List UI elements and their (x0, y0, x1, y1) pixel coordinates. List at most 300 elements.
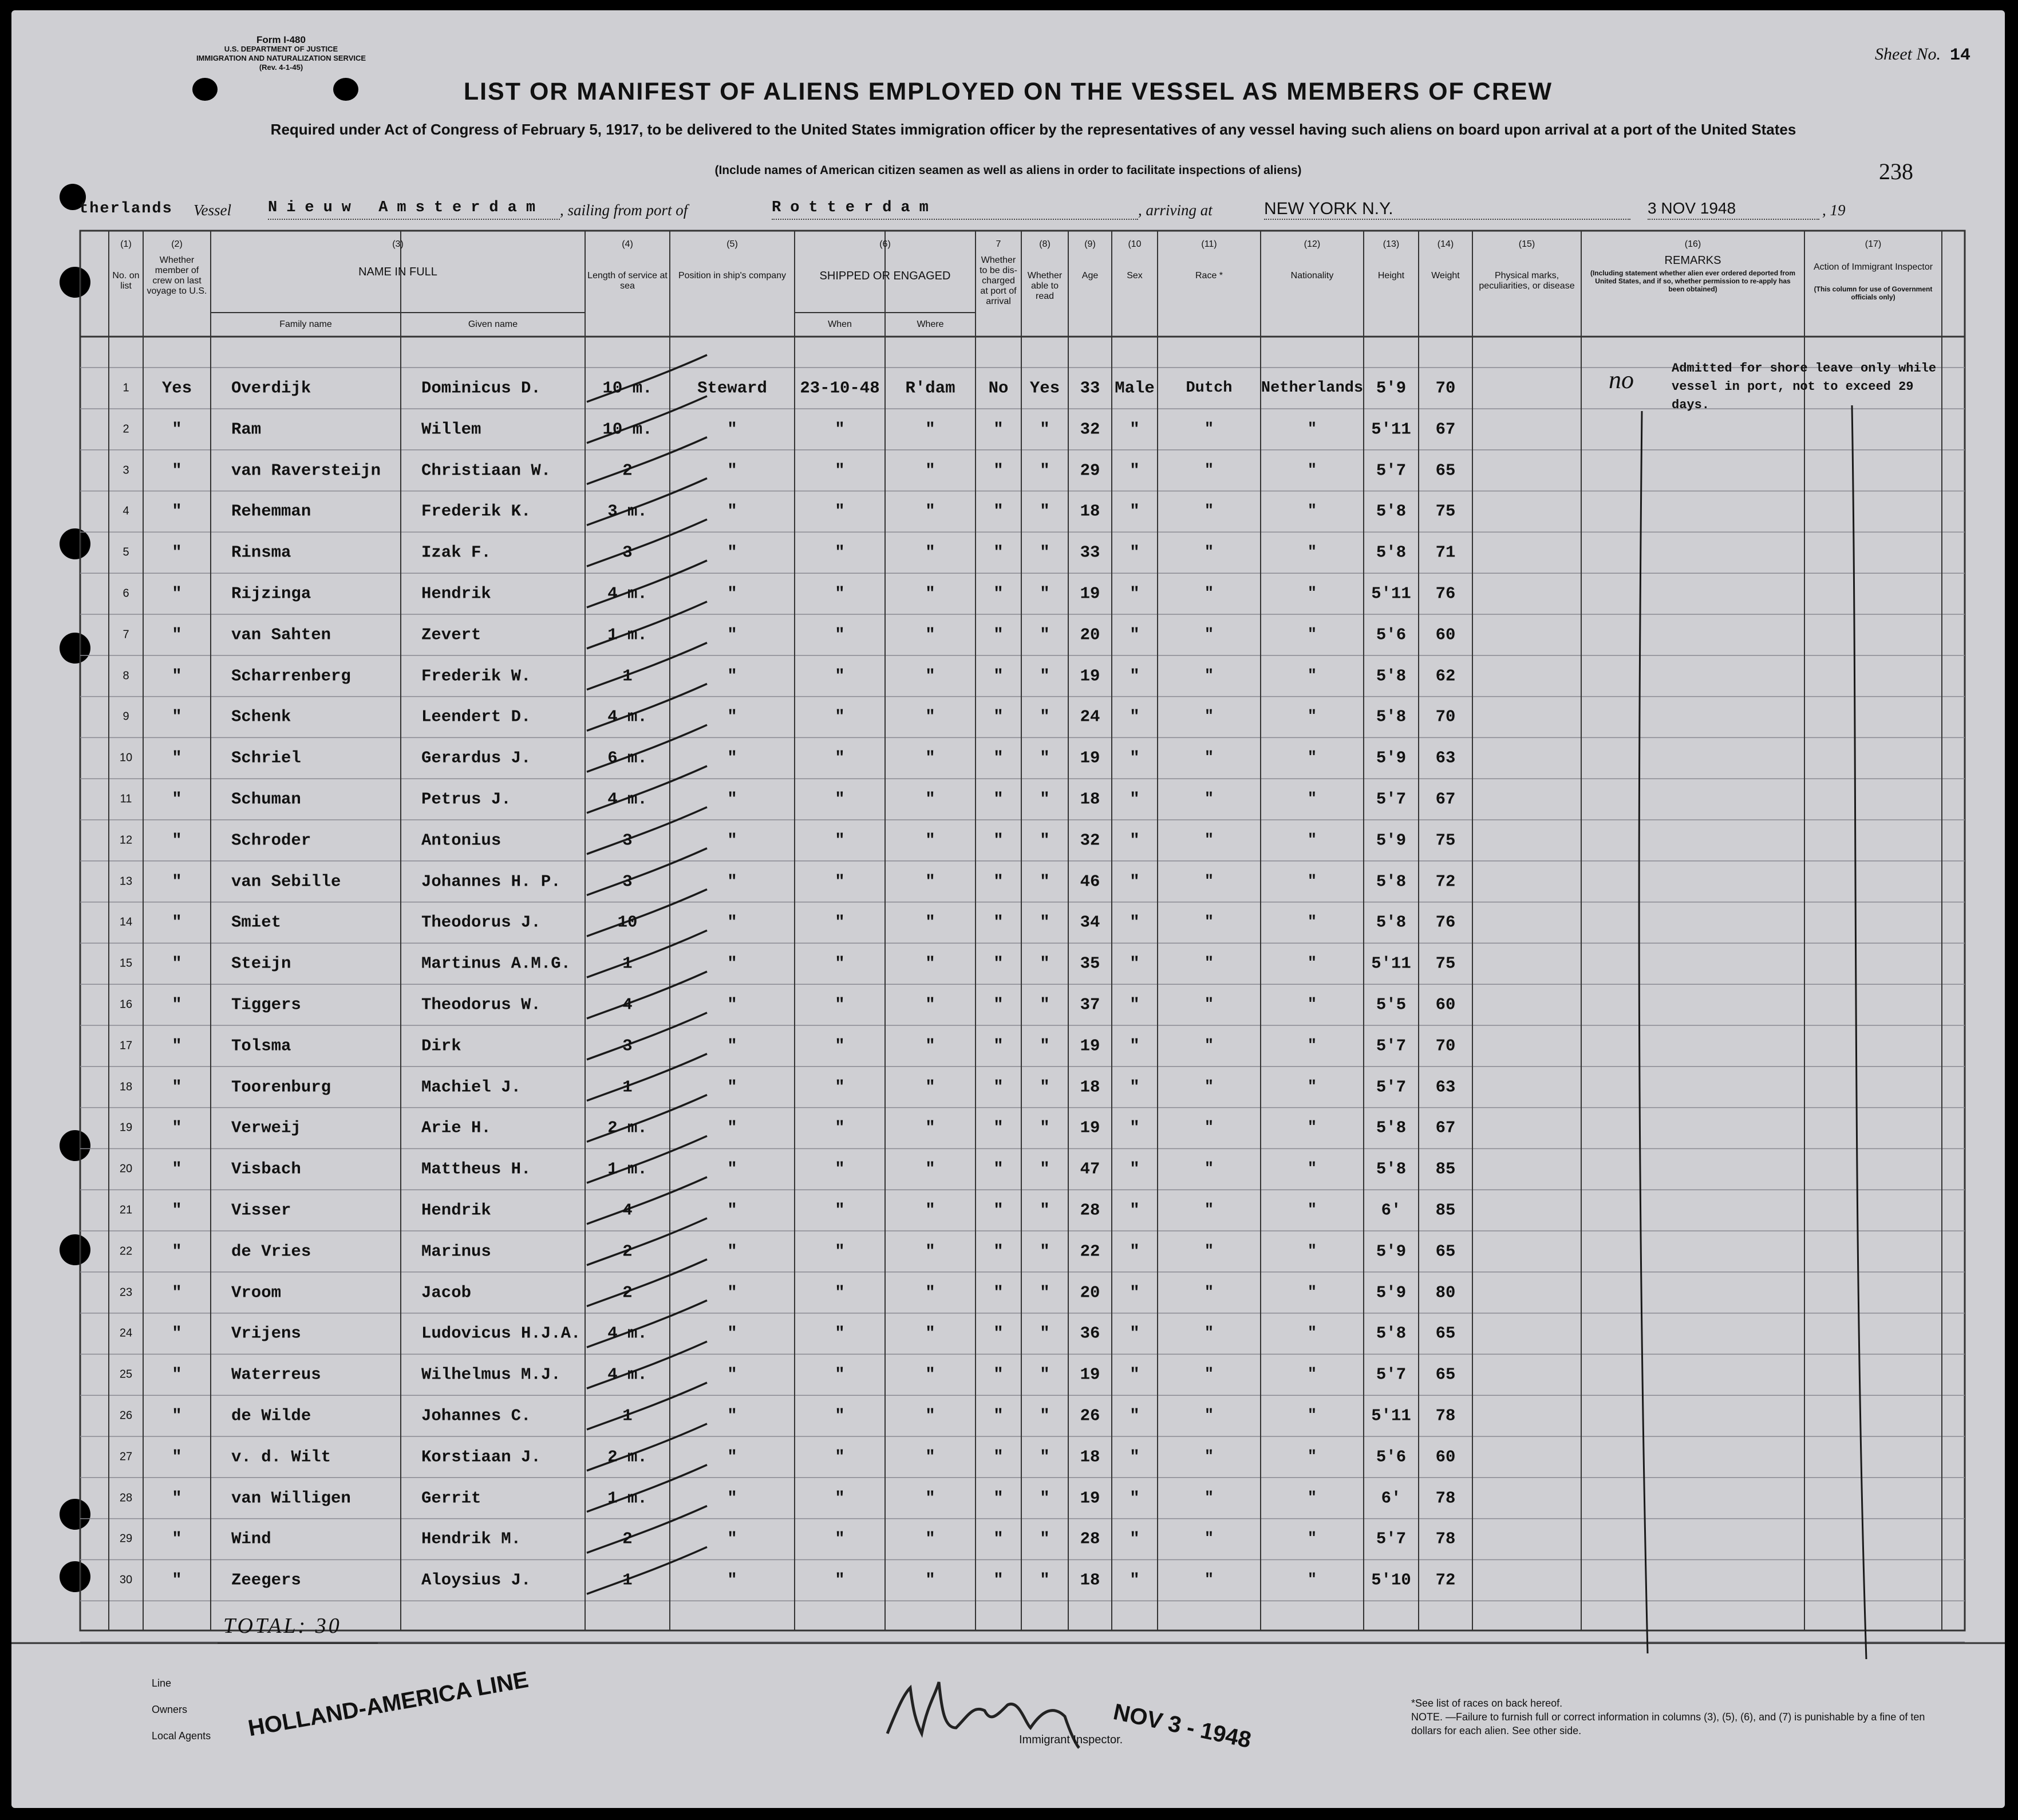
cell-height: 5'8 (1376, 1324, 1407, 1343)
cell-service: 4 m. (607, 1324, 647, 1343)
cell-family: Ram (231, 420, 262, 439)
cell-age: 47 (1080, 1159, 1100, 1179)
cell-prev: " (172, 707, 182, 727)
cell-position: " (727, 1570, 737, 1590)
cell-given: Izak F. (421, 543, 491, 562)
cell-position: " (727, 995, 737, 1014)
cell-when: " (835, 1406, 845, 1426)
cell-read: " (1040, 502, 1050, 521)
cell-when: " (835, 995, 845, 1014)
column-header-c7: Whether to be dis-charged at port of arrival (980, 255, 1017, 306)
cell-where: " (925, 995, 935, 1014)
column-number-n11: (11) (1201, 239, 1217, 249)
cell-age: 18 (1080, 502, 1100, 521)
cell-race: " (1204, 1037, 1214, 1055)
cell-when: " (835, 1570, 845, 1590)
sheet-number-value: 14 (1949, 46, 1970, 65)
cell-where: R'dam (905, 378, 955, 398)
cell-sex: " (1130, 1077, 1140, 1097)
cell-service: 1 m. (607, 1159, 647, 1179)
column-header-c8: Whether able to read (1027, 271, 1063, 301)
cell-height: 5'11 (1371, 1406, 1411, 1426)
cell-age: 32 (1080, 420, 1100, 439)
cell-sex: " (1130, 789, 1140, 809)
cell-service: 10 m. (602, 378, 653, 398)
cell-family: Schroder (231, 831, 311, 850)
cell-nationality: Netherlands (1261, 380, 1364, 397)
cell-service: 1 m. (607, 625, 647, 645)
cell-sex: " (1130, 707, 1140, 727)
cell-age: 19 (1080, 1489, 1100, 1508)
cell-discharge: " (993, 1242, 1004, 1261)
cell-discharge: " (993, 748, 1004, 768)
cell-family: Schuman (231, 789, 301, 809)
cell-prev: " (172, 1365, 182, 1384)
cell-weight: 85 (1435, 1159, 1456, 1179)
cell-discharge: " (993, 1324, 1004, 1343)
cell-nationality: " (1307, 1489, 1317, 1507)
row-number: 15 (119, 957, 133, 970)
cell-given: Marinus (421, 1242, 491, 1261)
column-header-c4: Length of service at sea (587, 271, 668, 291)
cell-height: 5'8 (1376, 502, 1407, 521)
cell-given: Machiel J. (421, 1077, 522, 1097)
cell-given: Gerardus J. (421, 748, 531, 768)
cell-prev: " (172, 1242, 182, 1261)
cell-read: " (1040, 1447, 1050, 1467)
cell-where: " (925, 1036, 935, 1056)
row-number: 30 (119, 1573, 133, 1586)
cell-race: " (1204, 1242, 1214, 1260)
cell-position: " (727, 789, 737, 809)
cell-height: 5'9 (1376, 748, 1407, 768)
cell-race: " (1204, 831, 1214, 849)
cell-race: " (1204, 1119, 1214, 1137)
cell-race: " (1204, 1572, 1214, 1589)
cell-service: 1 m. (607, 1489, 647, 1508)
cell-nationality: " (1307, 1160, 1317, 1178)
cell-nationality: " (1307, 544, 1317, 562)
cell-service: 2 m. (607, 1447, 647, 1467)
cell-prev: " (172, 995, 182, 1014)
cell-where: " (925, 913, 935, 932)
cell-read: " (1040, 913, 1050, 932)
cell-read: " (1040, 872, 1050, 891)
cell-sex: " (1130, 1406, 1140, 1426)
cell-height: 5'8 (1376, 913, 1407, 932)
cell-prev: " (172, 1324, 182, 1343)
row-number: 23 (119, 1286, 133, 1299)
row-number: 12 (119, 834, 133, 847)
cell-prev: " (172, 831, 182, 850)
cell-family: de Wilde (231, 1406, 311, 1426)
column-header-action-note: (This column for use of Government officials only) (1814, 285, 1933, 301)
cell-prev: " (172, 954, 182, 973)
cell-sex: " (1130, 502, 1140, 521)
cell-read: " (1040, 584, 1050, 603)
cell-service: 1 (622, 666, 633, 686)
cell-prev: " (172, 872, 182, 891)
cell-when: " (835, 1036, 845, 1056)
cell-height: 5'7 (1376, 1077, 1407, 1097)
cell-position: " (727, 872, 737, 891)
row-number: 17 (119, 1039, 133, 1052)
row-number: 16 (119, 998, 133, 1011)
cell-service: 4 m. (607, 707, 647, 727)
cell-prev: " (172, 1036, 182, 1056)
cell-weight: 76 (1435, 913, 1456, 932)
cell-weight: 72 (1435, 1570, 1456, 1590)
cell-given: Dominicus D. (421, 378, 541, 398)
cell-height: 5'8 (1376, 707, 1407, 727)
cell-age: 32 (1080, 831, 1100, 850)
cell-race: " (1204, 955, 1214, 973)
cell-where: " (925, 1365, 935, 1384)
cell-height: 5'8 (1376, 1159, 1407, 1179)
cell-nationality: " (1307, 1366, 1317, 1384)
row-number: 24 (119, 1326, 133, 1340)
cell-race: " (1204, 503, 1214, 520)
cell-given: Willem (421, 420, 481, 439)
cell-age: 18 (1080, 1077, 1100, 1097)
cell-discharge: " (993, 584, 1004, 603)
row-number: 18 (119, 1080, 133, 1093)
cell-discharge: " (993, 1529, 1004, 1549)
column-header-c10: Sex (1127, 271, 1143, 281)
cell-age: 19 (1080, 666, 1100, 686)
cell-discharge: " (993, 420, 1004, 439)
cell-read: " (1040, 1118, 1050, 1138)
cell-age: 37 (1080, 995, 1100, 1014)
cell-family: Verweij (231, 1118, 301, 1138)
cell-where: " (925, 1406, 935, 1426)
cell-weight: 70 (1435, 378, 1456, 398)
cell-given: Petrus J. (421, 789, 511, 809)
cell-when: " (835, 1283, 845, 1302)
cell-when: " (835, 1242, 845, 1261)
cell-weight: 70 (1435, 707, 1456, 727)
cell-position: " (727, 1529, 737, 1549)
cell-height: 5'10 (1371, 1570, 1411, 1590)
cell-position: " (727, 1118, 737, 1138)
cell-position: Steward (697, 378, 767, 398)
stamp-number: 238 (1879, 159, 1913, 184)
cell-weight: 63 (1435, 748, 1456, 768)
cell-nationality: " (1307, 914, 1317, 931)
cell-given: Mattheus H. (421, 1159, 531, 1179)
cell-family: van Sahten (231, 625, 331, 645)
cell-service: 2 m. (607, 1118, 647, 1138)
cell-discharge: No (988, 378, 1009, 398)
column-header-name: NAME IN FULL (358, 266, 437, 278)
cell-service: 3 (622, 831, 633, 850)
cell-age: 22 (1080, 1242, 1100, 1261)
cell-when: " (835, 789, 845, 809)
cell-where: " (925, 1489, 935, 1508)
cell-weight: 60 (1435, 1447, 1456, 1467)
cell-nationality: " (1307, 503, 1317, 520)
cell-family: van Raversteijn (231, 461, 381, 480)
cell-family: Steijn (231, 954, 291, 973)
cell-given: Zevert (421, 625, 481, 645)
cell-race: " (1204, 1078, 1214, 1096)
column-header-family: Family name (279, 319, 332, 329)
cell-height: 5'7 (1376, 1036, 1407, 1056)
cell-read: " (1040, 543, 1050, 562)
cell-where: " (925, 584, 935, 603)
cell-weight: 60 (1435, 625, 1456, 645)
cell-given: Johannes C. (421, 1406, 531, 1426)
date-stamp: NOV 3 - 1948 (1111, 1699, 1254, 1753)
cell-prev: " (172, 789, 182, 809)
footnote-penalty: NOTE. —Failure to furnish full or correct information in columns (3), (5), (6), and (7) is punishable by a fine of ten dollars for each alien. See other side. (1411, 1711, 1925, 1736)
cell-age: 18 (1080, 1570, 1100, 1590)
cell-family: Smiet (231, 913, 282, 932)
cell-race: Dutch (1186, 380, 1233, 397)
cell-where: " (925, 831, 935, 850)
remark-handwritten: no (1609, 366, 1634, 394)
cell-height: 5'7 (1376, 461, 1407, 480)
cell-prev: " (172, 1118, 182, 1138)
cell-nationality: " (1307, 420, 1317, 438)
cell-read: " (1040, 1077, 1050, 1097)
cell-service: 10 (617, 913, 638, 932)
cell-age: 33 (1080, 378, 1100, 398)
cell-position: " (727, 1201, 737, 1220)
manifest-sheet (11, 10, 2005, 1808)
cell-read: " (1040, 1201, 1050, 1220)
cell-nationality: " (1307, 1242, 1317, 1260)
cell-sex: " (1130, 954, 1140, 973)
cell-discharge: " (993, 707, 1004, 727)
cell-family: Visser (231, 1201, 291, 1220)
cell-sex: " (1130, 1159, 1140, 1179)
row-number: 11 (120, 792, 132, 806)
footnote (1411, 1696, 1926, 1738)
column-number-n15: (15) (1518, 239, 1535, 249)
cell-discharge: " (993, 872, 1004, 891)
row-number: 7 (123, 628, 129, 641)
cell-prev: " (172, 1077, 182, 1097)
cell-weight: 85 (1435, 1201, 1456, 1220)
cell-sex: " (1130, 831, 1140, 850)
cell-given: Martinus A.M.G. (421, 954, 571, 973)
cell-discharge: " (993, 1201, 1004, 1220)
cell-nationality: " (1307, 1572, 1317, 1589)
cell-discharge: " (993, 1570, 1004, 1590)
cell-weight: 75 (1435, 831, 1456, 850)
cell-age: 20 (1080, 1283, 1100, 1302)
total-count: TOTAL: 30 (223, 1614, 342, 1638)
cell-service: 10 m. (602, 420, 653, 439)
cell-given: Wilhelmus M.J. (421, 1365, 561, 1384)
column-number-n1: (1) (120, 239, 132, 249)
cell-height: 5'11 (1371, 954, 1411, 973)
column-header-c2: Whether member of crew on last voyage to U.S. (147, 255, 207, 296)
row-number: 1 (123, 381, 129, 394)
cell-when: " (835, 1118, 845, 1138)
cell-family: Visbach (231, 1159, 301, 1179)
cell-where: " (925, 543, 935, 562)
row-number: 27 (119, 1450, 133, 1463)
cell-read: " (1040, 625, 1050, 645)
column-header-c11: Race * (1195, 271, 1223, 281)
cell-sex: " (1130, 872, 1140, 891)
cell-where: " (925, 1201, 935, 1220)
column-header-when: When (828, 319, 852, 329)
cell-sex: " (1130, 913, 1140, 932)
cell-weight: 67 (1435, 420, 1456, 439)
cell-service: 2 (622, 461, 633, 480)
cell-when: " (835, 872, 845, 891)
cell-race: " (1204, 1202, 1214, 1219)
cell-read: " (1040, 1159, 1050, 1179)
cell-position: " (727, 420, 737, 439)
inspector-label: Immigrant Inspector. (1019, 1734, 1123, 1746)
cell-position: " (727, 1283, 737, 1302)
cell-where: " (925, 748, 935, 768)
cell-sex: " (1130, 625, 1140, 645)
row-number: 9 (123, 710, 129, 723)
column-header-given: Given name (468, 319, 518, 329)
cell-read: " (1040, 1489, 1050, 1508)
cell-family: Waterreus (231, 1365, 321, 1384)
cell-when: " (835, 420, 845, 439)
cell-position: " (727, 584, 737, 603)
row-number: 2 (123, 423, 129, 436)
cell-nationality: " (1307, 831, 1317, 849)
cell-nationality: " (1307, 955, 1317, 973)
cell-nationality: " (1307, 461, 1317, 479)
cell-race: " (1204, 1407, 1214, 1424)
cell-age: 18 (1080, 789, 1100, 809)
cell-when: " (835, 666, 845, 686)
page-title: LIST OR MANIFEST OF ALIENS EMPLOYED ON THE VESSEL AS MEMBERS OF CREW (463, 78, 1553, 105)
cell-race: " (1204, 585, 1214, 602)
cell-where: " (925, 1242, 935, 1261)
cell-read: " (1040, 420, 1050, 439)
cell-where: " (925, 1529, 935, 1549)
cell-service: 4 m. (607, 1365, 647, 1384)
cell-age: 36 (1080, 1324, 1100, 1343)
cell-age: 24 (1080, 707, 1100, 727)
cell-prev: " (172, 1406, 182, 1426)
cell-sex: " (1130, 1242, 1140, 1261)
cell-family: Schriel (231, 748, 301, 768)
cell-race: " (1204, 1325, 1214, 1343)
year-label: , 19 (1822, 202, 1846, 219)
cell-prev: " (172, 666, 182, 686)
cell-when: " (835, 1447, 845, 1467)
cell-read: " (1040, 1324, 1050, 1343)
cell-height: 5'9 (1376, 1242, 1407, 1261)
cell-position: " (727, 831, 737, 850)
cell-discharge: " (993, 625, 1004, 645)
cell-read: " (1040, 1365, 1050, 1384)
column-number-n12: (12) (1304, 239, 1321, 249)
cell-discharge: " (993, 1077, 1004, 1097)
cell-weight: 76 (1435, 584, 1456, 603)
cell-position: " (727, 666, 737, 686)
column-number-n4: (4) (622, 239, 633, 249)
cell-given: Frederik W. (421, 666, 531, 686)
cell-where: " (925, 707, 935, 727)
cell-when: " (835, 707, 845, 727)
cell-age: 19 (1080, 1036, 1100, 1056)
cell-family: Wind (231, 1529, 271, 1549)
cell-service: 4 m. (607, 789, 647, 809)
cell-service: 3 (622, 543, 633, 562)
arrival-port: NEW YORK N.Y. (1264, 199, 1393, 218)
cell-when: " (835, 584, 845, 603)
cell-position: " (727, 543, 737, 562)
cell-read: " (1040, 748, 1050, 768)
row-number: 21 (119, 1203, 133, 1217)
cell-age: 20 (1080, 625, 1100, 645)
cell-age: 29 (1080, 461, 1100, 480)
cell-race: " (1204, 708, 1214, 726)
cell-family: Vroom (231, 1283, 282, 1302)
cell-where: " (925, 1570, 935, 1590)
cell-service: 3 m. (607, 502, 647, 521)
column-number-n13: (13) (1383, 239, 1400, 249)
cell-position: " (727, 1324, 737, 1343)
cell-read: " (1040, 707, 1050, 727)
cell-prev: " (172, 584, 182, 603)
cell-age: 26 (1080, 1406, 1100, 1426)
cell-prev: " (172, 1529, 182, 1549)
cell-position: " (727, 748, 737, 768)
cell-sex: " (1130, 1570, 1140, 1590)
cell-read: " (1040, 789, 1050, 809)
cell-family: van Sebille (231, 872, 341, 891)
cell-position: " (727, 625, 737, 645)
cell-weight: 65 (1435, 1365, 1456, 1384)
cell-when: " (835, 461, 845, 480)
cell-discharge: " (993, 461, 1004, 480)
remark-row-1: Admitted for shore leave only while vessel in port, not to exceed 29 days. (1672, 361, 1937, 412)
line-label: Line (152, 1677, 172, 1689)
cell-read: " (1040, 831, 1050, 850)
cell-weight: 75 (1435, 502, 1456, 521)
cell-weight: 67 (1435, 789, 1456, 809)
column-number-n14: (14) (1437, 239, 1454, 249)
cell-given: Dirk (421, 1036, 461, 1056)
cell-given: Aloysius J. (421, 1570, 531, 1590)
cell-given: Johannes H. P. (421, 872, 561, 891)
row-number: 6 (123, 587, 129, 600)
cell-read: " (1040, 1036, 1050, 1056)
cell-nationality: " (1307, 1407, 1317, 1424)
cell-discharge: " (993, 1365, 1004, 1384)
cell-family: Rehemman (231, 502, 311, 521)
cell-family: Rijzinga (231, 584, 311, 603)
row-number: 14 (119, 915, 133, 929)
cell-discharge: " (993, 954, 1004, 973)
cell-nationality: " (1307, 1119, 1317, 1137)
cell-nationality: " (1307, 1325, 1317, 1343)
page-subtitle: Required under Act of Congress of February 5, 1917, to be delivered to the United States immigration officer by the representatives of any vessel having such aliens on board upon arrival at a port of the United States (270, 121, 1796, 138)
cell-where: " (925, 954, 935, 973)
cell-sex: " (1130, 1201, 1140, 1220)
cell-weight: 80 (1435, 1283, 1456, 1302)
column-number-n2: (2) (171, 239, 183, 249)
cell-sex: " (1130, 1489, 1140, 1508)
cell-nationality: " (1307, 667, 1317, 685)
column-number-n10: (10 (1128, 239, 1142, 249)
column-header-c9: Age (1081, 271, 1099, 281)
cell-discharge: " (993, 831, 1004, 850)
